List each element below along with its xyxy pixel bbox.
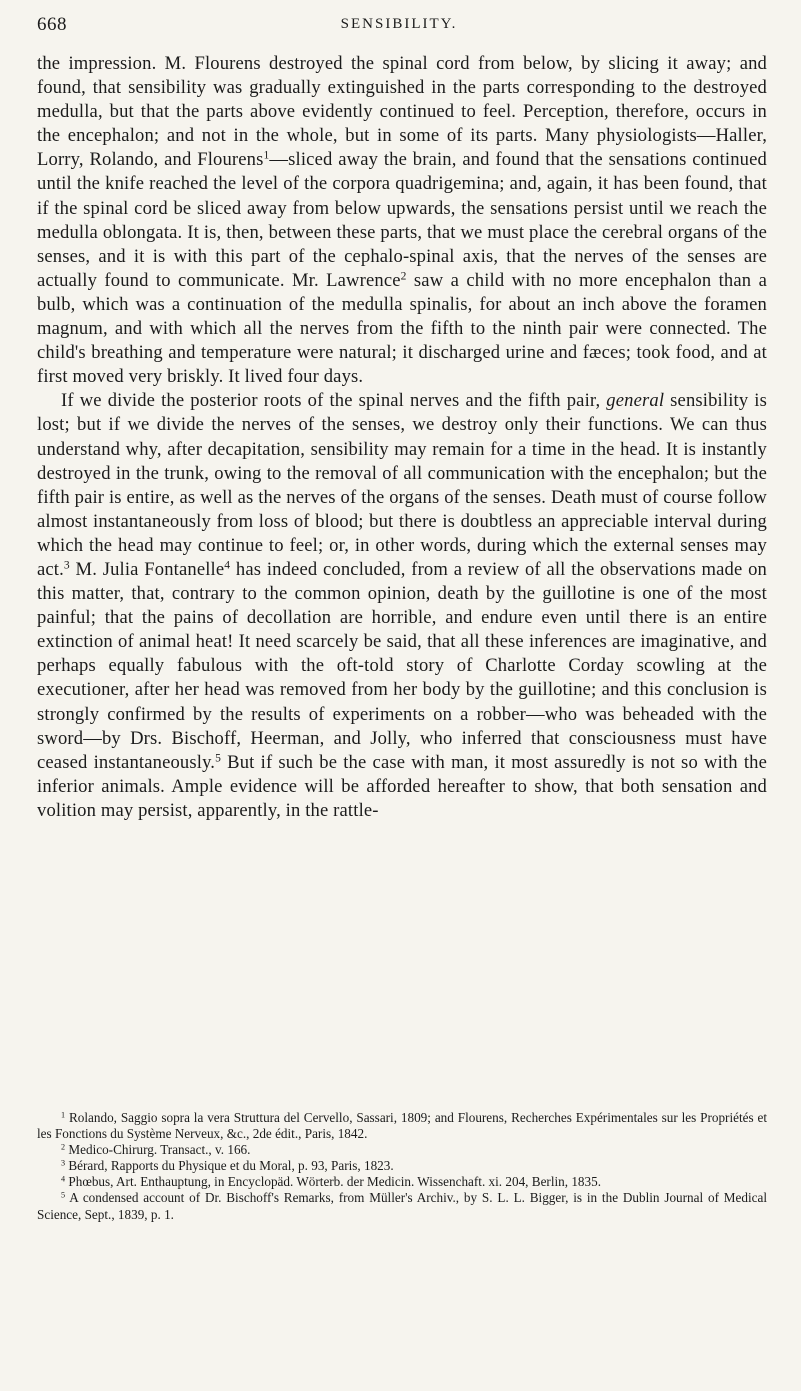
- page-header: [37, 14, 761, 40]
- footnote-4: $^4$ Phœbus, Art. Enthauptung, in Encyclopäd. Wörterb. der Medicin. Wissenchaft. xi. 204, Berlin, 1835.: [61, 1174, 602, 1190]
- footnote-ref-3: 3: [63, 559, 70, 572]
- footnote-2: $^2$ Medico-Chirurg. Transact., v. 166.: [61, 1142, 251, 1158]
- footnote-3: $^3$ Bérard, Rapports du Physique et du Moral, p. 93, Paris, 1823.: [61, 1158, 394, 1174]
- footnote-ref-4: 4: [224, 559, 231, 572]
- footnote-ref-5: 5: [215, 752, 222, 765]
- footnote-5: $^5$ A condensed account of Dr. Bischoff's Remarks, from Müller's Archiv., by S. L. L. Bigger, is in the Dublin Journal of Medical Science, Sept., 1839, p. 1.: [37, 1190, 767, 1222]
- paragraph-2: If we divide the posterior roots of the spinal nerves and the fifth pair, general sensibility is lost; but if we divide the nerves of the senses, we destroy only their functions. We can thus understand why, after decapitation, sensibility may remain for a time in the head. It is instantly destroyed in the trunk, owing to the removal of all communication with the encephalon; but the fifth pair is entire, as well as the nerves of the organs of the senses. Death must of course follow almost instantaneously from loss of blood; but there is doubtless an appreciable interval during which the head may continue to feel; or, in other words, during which the external senses may act.$^3$ M. Julia Fontanelle$^4$ has indeed concluded, from a review of all the observations made on this matter, that, contrary to the common opinion, death by the guillotine is one of the most painful; that the pains of decollation are horrible, and endure even until there is an entire extinction of animal heat! It need scarcely be said, that all these inferences are imaginative, and perhaps equally fabulous with the oft-told story of Charlotte Corday scowling at the executioner, after her head was removed from her body by the guillotine; and this conclusion is strongly confirmed by the results of experiments on a robber—who was beheaded with the sword—by Drs. Bischoff, Heerman, and Jolly, who inferred that consciousness must have ceased instantaneously.$^5$ But if such be the case with man, it most assuredly is not so with the inferior animals. Ample evidence will be afforded hereafter to show, that both sensation and volition may persist, apparently, in the rattle-: [37, 390, 767, 821]
- running-head: SENSIBILITY.: [340, 16, 458, 32]
- footnotes: [37, 1110, 767, 1223]
- paragraph-1: the impression. M. Flourens destroyed the spinal cord from below, by slicing it away; and found, that sensibility was gradually extinguished in the parts corresponding to the destroyed medulla, but that the parts above evidently continued to feel. Perception, therefore, occurs in the encephalon; and not in the whole, but in some of its parts. Many physiologists—Haller, Lorry, Rolando, and Flourens$^1$—sliced away the brain, and found that the sensations continued until the knife reached the level of the corpora quadrigemina; and, again, it has been found, that if the spinal cord be sliced away from below upwards, the sensations persist until we reach the medulla oblongata. It is, then, between these parts, that we must place the cerebral organs of the senses, and it is with this part of the cephalo-spinal axis, that the nerves of the senses are actually found to communicate. Mr. Lawrence$^2$ saw a child with no more encephalon than a bulb, which was a continuation of the medulla spinalis, for about an inch above the foramen magnum, and with which all the nerves from the fifth to the ninth pair were connected. The child's breathing and temperature were natural; it discharged urine and fæces; took food, and at first moved very briskly. It lived four days.: [37, 53, 767, 388]
- emphasis: general: [606, 390, 665, 412]
- footnote-ref-2: 2: [400, 270, 407, 283]
- page-number: 668: [37, 14, 67, 35]
- footnote-1: $^1$ Rolando, Saggio sopra la vera Struttura del Cervello, Sassari, 1809; and Flourens, Recherches Expérimentales sur les Propriétés et les Fonctions du Système Nerveux, &c., 2de édit., Paris, 1842.: [37, 1110, 768, 1142]
- body-text: [37, 52, 767, 823]
- footnote-ref-1: 1: [263, 150, 270, 163]
